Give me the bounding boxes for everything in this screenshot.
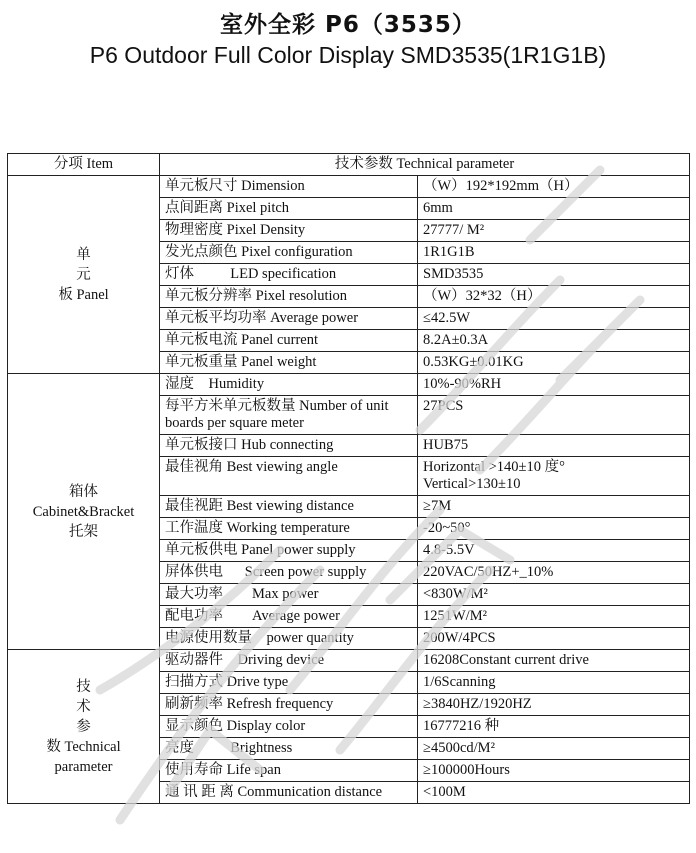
value-cell: 16777216 种 bbox=[418, 716, 690, 738]
param-cell: 单元板供电 Panel power supply bbox=[160, 540, 418, 562]
page-title-english: P6 Outdoor Full Color Display SMD3535(1R1G1B) bbox=[89, 42, 607, 68]
value-cell: <100M bbox=[418, 782, 690, 804]
value-cell: SMD3535 bbox=[418, 264, 690, 286]
value-cell: 4.8-5.5V bbox=[418, 540, 690, 562]
value-cell: 27PCS bbox=[418, 396, 690, 435]
param-cell: 最佳视距 Best viewing distance bbox=[160, 496, 418, 518]
param-cell: 单元板重量 Panel weight bbox=[160, 352, 418, 374]
param-cell: 配电功率 Average power bbox=[160, 606, 418, 628]
param-cell: 发光点颜色 Pixel configuration bbox=[160, 242, 418, 264]
param-cell: 电源使用数量 power quantity bbox=[160, 628, 418, 650]
value-cell: （W）32*32（H） bbox=[418, 286, 690, 308]
value-cell: 1251W/M² bbox=[418, 606, 690, 628]
param-cell: 单元板尺寸 Dimension bbox=[160, 176, 418, 198]
param-cell: 单元板分辨率 Pixel resolution bbox=[160, 286, 418, 308]
table-row bbox=[8, 650, 690, 672]
value-cell: ≥4500cd/M² bbox=[418, 738, 690, 760]
param-cell: 亮度 Brightness bbox=[160, 738, 418, 760]
group-label-panel: 单 元 板 Panel bbox=[8, 176, 160, 374]
param-cell: 通 讯 距 离 Communication distance bbox=[160, 782, 418, 804]
value-cell: 10%-90%RH bbox=[418, 374, 690, 396]
param-cell: 物理密度 Pixel Density bbox=[160, 220, 418, 242]
group-label-cabinet-bracket: 箱体 Cabinet&Bracket 托架 bbox=[8, 374, 160, 650]
param-cell: 使用寿命 Life span bbox=[160, 760, 418, 782]
value-cell: 220VAC/50HZ+_10% bbox=[418, 562, 690, 584]
value-cell: ≥3840HZ/1920HZ bbox=[418, 694, 690, 716]
param-cell: 单元板电流 Panel current bbox=[160, 330, 418, 352]
value-line: Vertical>130±10 bbox=[423, 476, 521, 492]
value-cell: 8.2A±0.3A bbox=[418, 330, 690, 352]
param-cell: 最大功率 Max power bbox=[160, 584, 418, 606]
param-cell: 显示颜色 Display color bbox=[160, 716, 418, 738]
param-cell: 湿度 Humidity bbox=[160, 374, 418, 396]
value-cell: 200W/4PCS bbox=[418, 628, 690, 650]
value-cell: ≤42.5W bbox=[418, 308, 690, 330]
table-row bbox=[8, 374, 690, 396]
table-row bbox=[8, 176, 690, 198]
param-cell: 单元板接口 Hub connecting bbox=[160, 435, 418, 457]
value-cell: 6mm bbox=[418, 198, 690, 220]
param-cell: 工作温度 Working temperature bbox=[160, 518, 418, 540]
value-cell: 0.53KG±0.01KG bbox=[418, 352, 690, 374]
value-cell: -20~50° bbox=[418, 518, 690, 540]
table-header-row bbox=[8, 154, 690, 176]
value-cell: 27777/ M² bbox=[418, 220, 690, 242]
header-item: 分项 Item bbox=[8, 154, 160, 176]
param-cell: 单元板平均功率 Average power bbox=[160, 308, 418, 330]
param-cell: 点间距离 Pixel pitch bbox=[160, 198, 418, 220]
param-cell: 最佳视角 Best viewing angle bbox=[160, 457, 418, 496]
param-cell: 每平方米单元板数量 Number of unit boards per square meter bbox=[160, 396, 418, 435]
param-cell: 驱动器件 Driving device bbox=[160, 650, 418, 672]
group-label-technical-parameter: 技 术 参 数 Technical parameter bbox=[8, 650, 160, 804]
param-cell: 灯体 LED specification bbox=[160, 264, 418, 286]
value-cell: （W）192*192mm（H） bbox=[418, 176, 690, 198]
value-cell: ≥100000Hours bbox=[418, 760, 690, 782]
value-cell: ≥7M bbox=[418, 496, 690, 518]
value-line: Horizontal >140±10 度° bbox=[423, 459, 565, 475]
param-cell: 屏体供电 Screen power supply bbox=[160, 562, 418, 584]
value-cell bbox=[418, 457, 690, 496]
param-cell: 刷新频率 Refresh frequency bbox=[160, 694, 418, 716]
value-cell: HUB75 bbox=[418, 435, 690, 457]
param-cell: 扫描方式 Drive type bbox=[160, 672, 418, 694]
value-cell: <830W/M² bbox=[418, 584, 690, 606]
value-cell: 16208Constant current drive bbox=[418, 650, 690, 672]
page-title-chinese: 室外全彩 P6（3535） bbox=[220, 12, 476, 38]
value-cell: 1/6Scanning bbox=[418, 672, 690, 694]
value-cell: 1R1G1B bbox=[418, 242, 690, 264]
spec-table bbox=[7, 153, 690, 804]
header-technical-parameter: 技术参数 Technical parameter bbox=[160, 154, 690, 176]
